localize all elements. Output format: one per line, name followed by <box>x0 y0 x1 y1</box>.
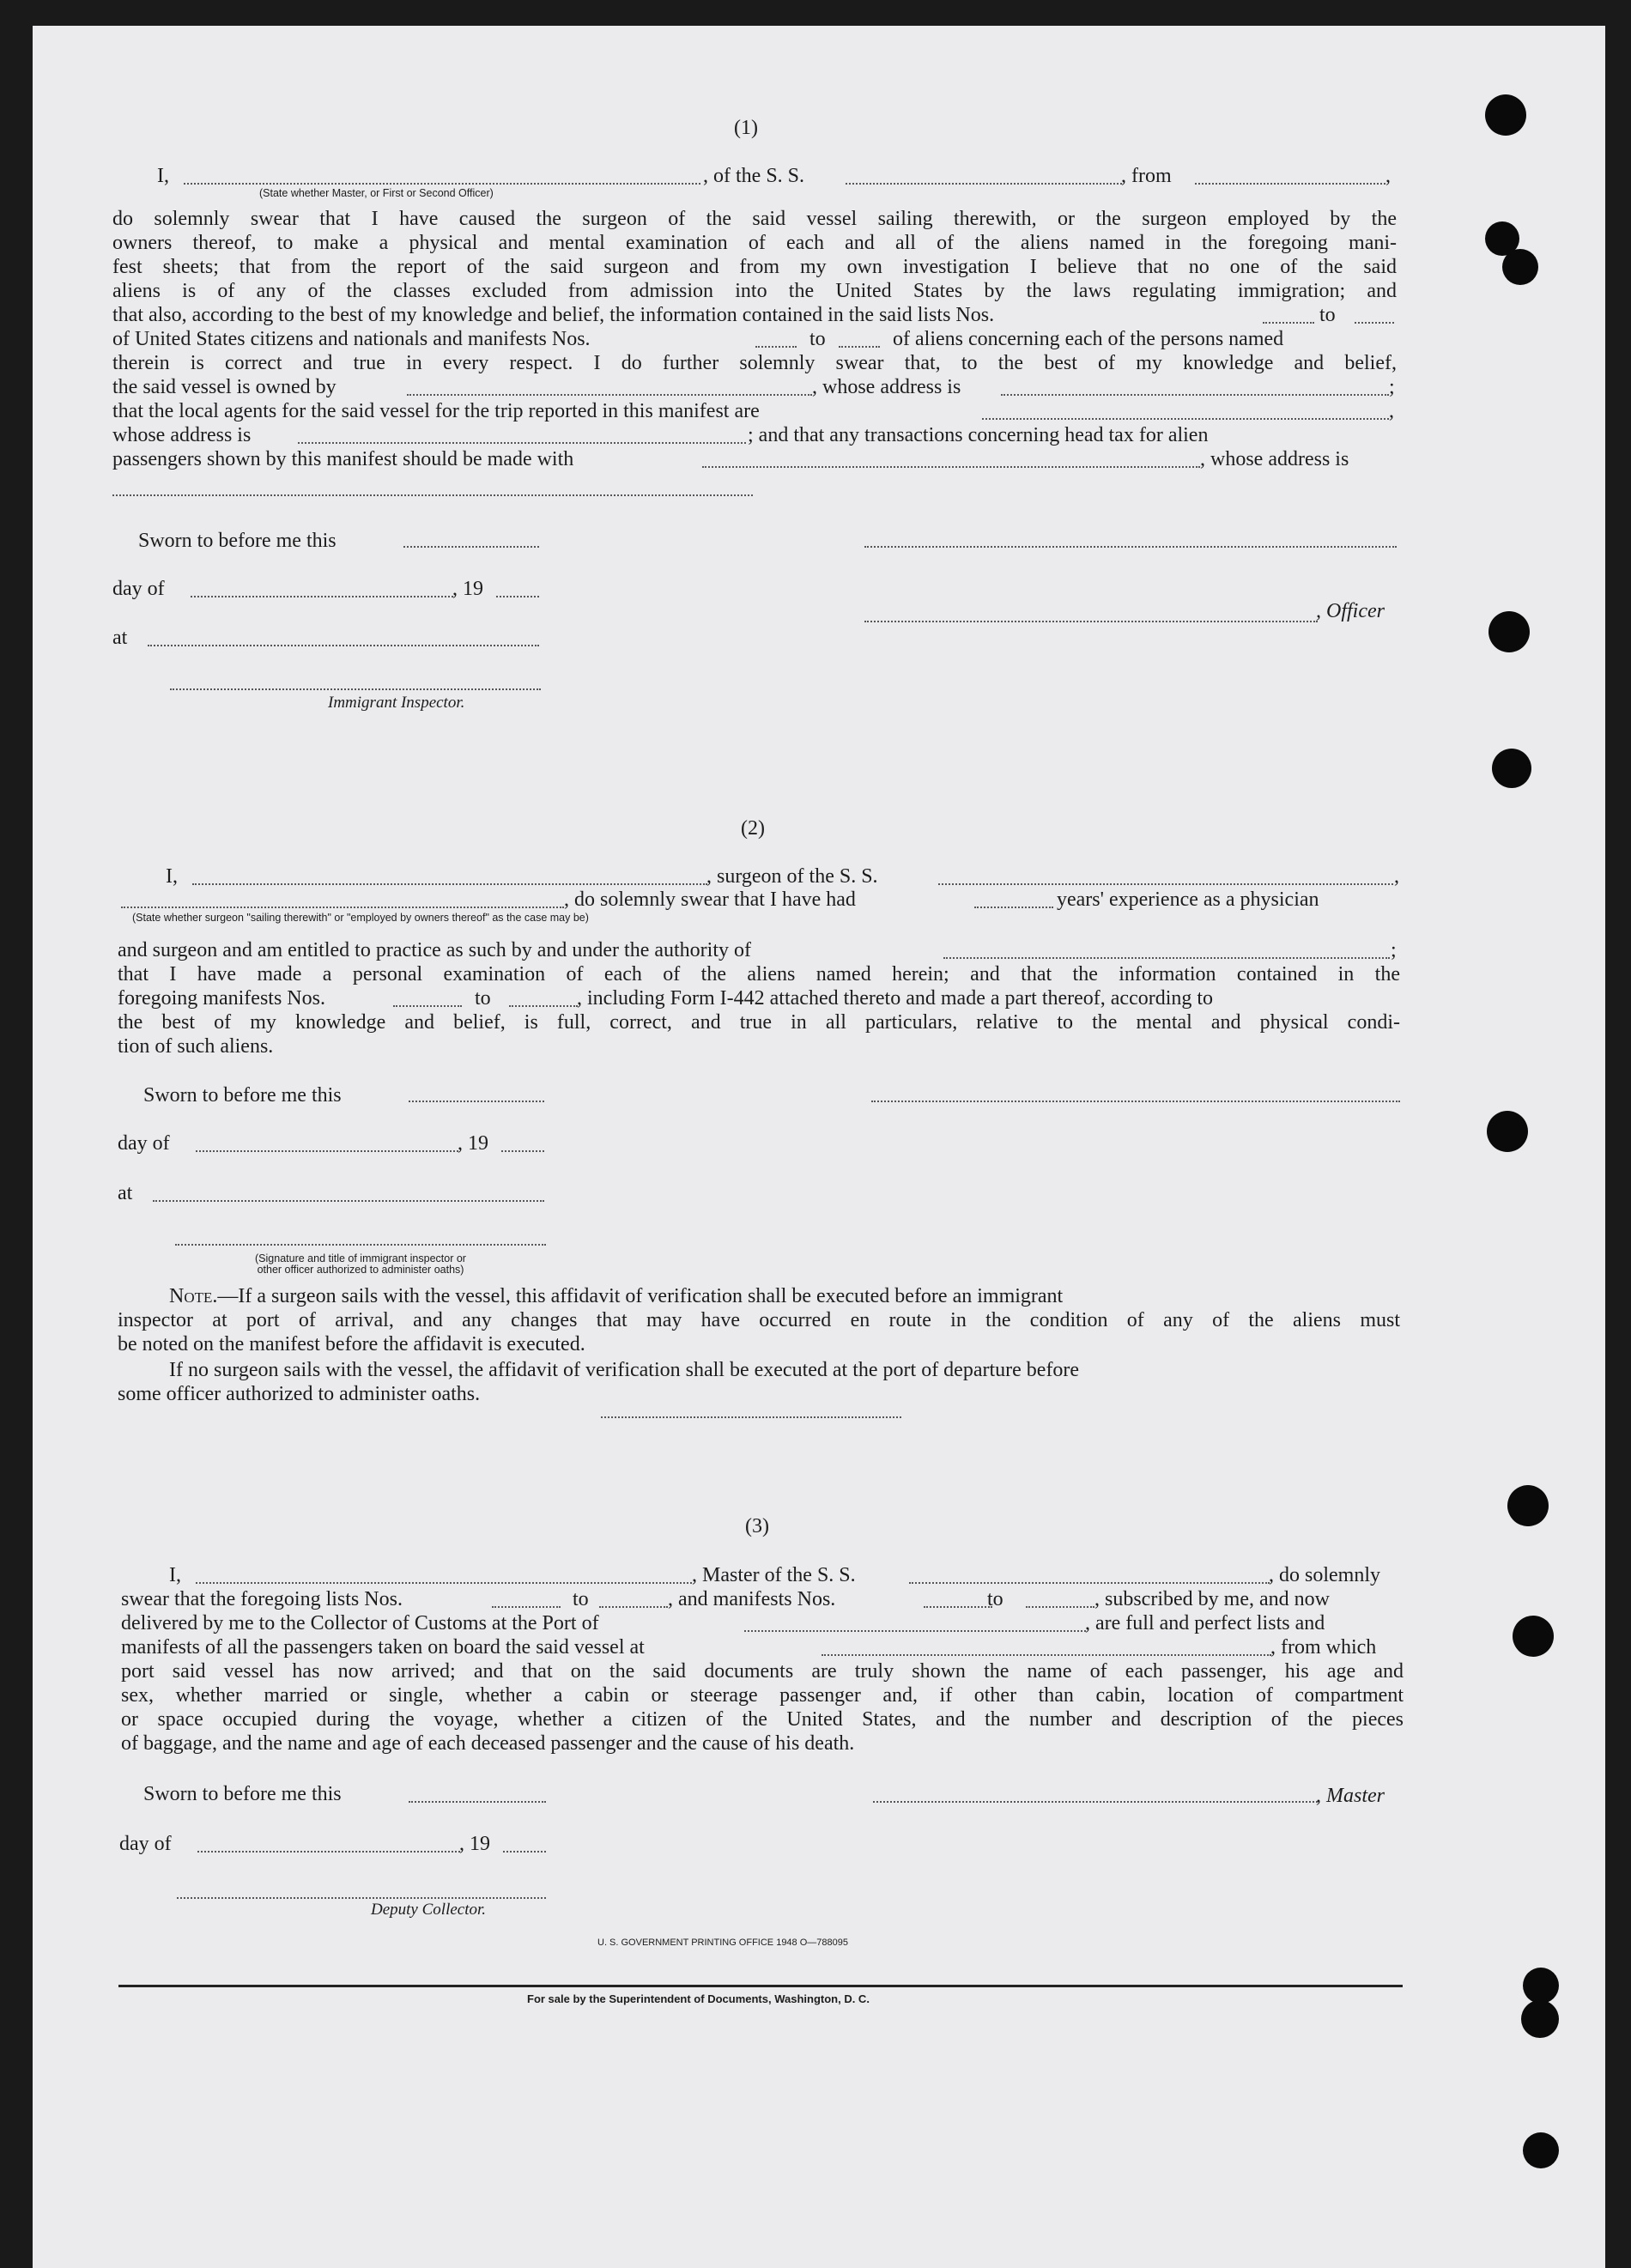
oath-line: ; and that any transactions concerning head tax for alien <box>748 424 1209 446</box>
deputy-signature-line[interactable] <box>177 1897 546 1899</box>
gpo-imprint: U. S. GOVERNMENT PRINTING OFFICE 1948 O—788095 <box>597 1938 848 1948</box>
surgeon-signature-line[interactable] <box>871 1101 1400 1102</box>
port-of-field[interactable] <box>744 1630 1086 1632</box>
sale-notice: For sale by the Superintendent of Documents, Washington, D. C. <box>527 1992 870 2005</box>
oath-i-label: I, <box>169 1564 181 1586</box>
binder-hole <box>1485 94 1526 136</box>
binder-hole <box>1492 749 1531 788</box>
oath-line: years' experience as a physician <box>1057 888 1319 911</box>
surgeon-of-ss-label: , surgeon of the S. S. <box>706 865 878 888</box>
oath-line: that also, according to the best of my knowledge and belief, the information contained in the said lists Nos. <box>112 304 995 326</box>
oath-line: whose address is <box>112 424 252 446</box>
surgeon-type-field[interactable] <box>121 907 564 908</box>
oath-line: passengers shown by this manifest should be made with <box>112 448 574 470</box>
surgeon-name-field[interactable] <box>192 883 707 885</box>
at-place-field[interactable] <box>148 645 539 646</box>
sworn-label: Sworn to before me this <box>138 530 337 552</box>
manifest-no-from-field[interactable] <box>393 1005 462 1007</box>
year-field[interactable] <box>501 1150 544 1152</box>
manifest-no-from-field[interactable] <box>924 1606 992 1608</box>
officer-name-field[interactable] <box>864 621 1318 622</box>
oath-line: , subscribed by me, and now <box>1094 1588 1330 1610</box>
oath-line: of aliens concerning each of the persons named <box>893 328 1284 350</box>
year-prefix: , 19 <box>459 1833 490 1855</box>
section-3-number: (3) <box>745 1515 769 1537</box>
day-of-field[interactable] <box>197 1851 460 1853</box>
local-agents-field[interactable] <box>982 418 1389 420</box>
oath-line: , and manifests Nos. <box>668 1588 836 1610</box>
embark-port-field[interactable] <box>822 1654 1271 1656</box>
sworn-date-field[interactable] <box>403 546 539 548</box>
list-no-from-field[interactable] <box>492 1606 561 1608</box>
officer-title-note: (State whether Master, or First or Second Officer) <box>259 187 494 199</box>
signature-note: other officer authorized to administer oaths) <box>257 1264 464 1276</box>
binder-hole <box>1489 611 1530 652</box>
to-label: to <box>1319 304 1336 326</box>
list-no-to-field[interactable] <box>599 1606 668 1608</box>
years-experience-field[interactable] <box>974 907 1053 908</box>
sworn-label: Sworn to before me this <box>143 1084 342 1107</box>
year-field[interactable] <box>496 596 539 597</box>
oath-line: owners thereof, to make a physical and mental examination of each and all of the aliens named in the foregoing mani- <box>112 232 1397 254</box>
binder-hole <box>1487 1111 1528 1152</box>
note-line <box>169 1284 1063 1308</box>
oath-line: delivered by me to the Collector of Customs at the Port of <box>121 1612 599 1634</box>
oath-line: tion of such aliens. <box>118 1035 274 1058</box>
note-line: some officer authorized to administer oaths. <box>118 1383 481 1405</box>
oath-line: , do solemnly swear that I have had <box>564 888 856 911</box>
master-of-ss-label: , Master of the S. S. <box>692 1564 856 1586</box>
oath-line: therein is correct and true in every respect. I do further solemnly swear that, to the best of my knowledge and belief, <box>112 352 1397 374</box>
head-tax-address-field[interactable] <box>112 494 753 496</box>
to-label: to <box>987 1588 1003 1610</box>
port-from-field[interactable] <box>1195 183 1385 185</box>
list-no-from-field[interactable] <box>1263 322 1314 324</box>
vessel-name-field[interactable] <box>938 883 1393 885</box>
at-label: at <box>112 627 128 649</box>
master-name-field[interactable] <box>196 1582 692 1584</box>
section-1-number: (1) <box>734 117 758 139</box>
of-ss-label: , of the S. S. <box>703 165 805 187</box>
to-label: to <box>809 328 826 350</box>
oath-i-label: I, <box>166 865 178 888</box>
day-of-field[interactable] <box>191 596 453 597</box>
sworn-date-field[interactable] <box>409 1801 546 1803</box>
semicolon: ; <box>1389 376 1395 398</box>
oath-line: aliens is of any of the classes excluded from admission into the United States by the laws regulating immigration; and <box>112 280 1397 302</box>
officer-label: , Officer <box>1316 600 1385 622</box>
master-label: , Master <box>1316 1785 1385 1807</box>
note-text: —If a surgeon sails with the vessel, this affidavit of verification shall be executed before an immigrant <box>217 1285 1064 1307</box>
oath-line: or space occupied during the voyage, whether a citizen of the United States, and the number and description of the pieces <box>121 1708 1404 1731</box>
signature-note: (Signature and title of immigrant inspector or <box>255 1252 466 1264</box>
manifest-no-from-field[interactable] <box>755 346 797 348</box>
vessel-owner-field[interactable] <box>407 394 812 396</box>
head-tax-contact-field[interactable] <box>702 466 1200 468</box>
oath-line: that the local agents for the said vessel for the trip reported in this manifest are <box>112 400 760 422</box>
oath-line: the best of my knowledge and belief, is full, correct, and true in all particulars, relative to the mental and physical condi- <box>118 1011 1400 1034</box>
separator-dots <box>601 1416 901 1418</box>
oath-line: , including Form I-442 attached thereto and made a part thereof, according to <box>577 987 1214 1010</box>
oath-line: manifests of all the passengers taken on board the said vessel at <box>121 1636 645 1659</box>
comma: , <box>1389 400 1394 422</box>
at-place-field[interactable] <box>153 1200 544 1202</box>
master-signature-line[interactable] <box>873 1801 1318 1803</box>
binder-hole <box>1521 2000 1559 2038</box>
binder-hole <box>1507 1485 1549 1526</box>
year-prefix: , 19 <box>458 1132 488 1155</box>
day-of-field[interactable] <box>196 1150 458 1152</box>
footer-rule <box>118 1985 1403 1987</box>
oath-line: foregoing manifests Nos. <box>118 987 325 1010</box>
inspector-signature-line[interactable] <box>170 688 541 690</box>
oath-line: , whose address is <box>812 376 961 398</box>
agents-address-field[interactable] <box>298 442 746 444</box>
binder-hole <box>1523 1968 1559 2004</box>
vessel-name-field[interactable] <box>846 183 1122 185</box>
note-line: If no surgeon sails with the vessel, the affidavit of verification shall be executed at the port of departure before <box>169 1359 1080 1381</box>
oath-line: , whose address is <box>1200 448 1349 470</box>
oath-line: sex, whether married or single, whether a cabin or steerage passenger and, if other than cabin, location of compartment <box>121 1684 1404 1707</box>
manifest-no-to-field[interactable] <box>509 1005 578 1007</box>
at-label: at <box>118 1182 133 1204</box>
oath-line: the said vessel is owned by <box>112 376 337 398</box>
day-of-label: day of <box>112 578 165 600</box>
sworn-label: Sworn to before me this <box>143 1783 342 1805</box>
oath-line: and surgeon and am entitled to practice as such by and under the authority of <box>118 939 751 961</box>
officer-title-field[interactable] <box>184 183 700 185</box>
oath-line: , from which <box>1270 1636 1377 1659</box>
oath-line: do solemnly swear that I have caused the surgeon of the said vessel sailing therewith, or the surgeon employed by the <box>112 208 1397 230</box>
oath-line: of United States citizens and nationals and manifests Nos. <box>112 328 591 350</box>
binder-hole <box>1523 2132 1559 2168</box>
comma: , <box>1385 165 1391 187</box>
year-prefix: , 19 <box>452 578 483 600</box>
manifest-no-to-field[interactable] <box>1026 1606 1094 1608</box>
surgeon-type-note: (State whether surgeon "sailing therewith" or "employed by owners thereof" as the case may be) <box>132 912 589 924</box>
day-of-label: day of <box>118 1132 170 1155</box>
to-label: to <box>573 1588 589 1610</box>
sworn-date-field[interactable] <box>409 1101 544 1102</box>
owner-address-field[interactable] <box>1001 394 1389 396</box>
manifest-no-to-field[interactable] <box>839 346 880 348</box>
deputy-label: Deputy Collector. <box>371 1901 487 1919</box>
note-line: be noted on the manifest before the affidavit is executed. <box>118 1333 585 1355</box>
vessel-name-field[interactable] <box>909 1582 1270 1584</box>
inspector-signature-line[interactable] <box>175 1244 546 1246</box>
to-label: to <box>475 987 491 1010</box>
from-label: , from <box>1121 165 1172 187</box>
binder-hole <box>1502 249 1538 285</box>
oath-line: port said vessel has now arrived; and that on the said documents are truly shown the name of each passenger, his age and <box>121 1660 1404 1683</box>
section-2-number: (2) <box>741 817 765 840</box>
semicolon: ; <box>1391 939 1397 961</box>
binder-hole <box>1513 1616 1554 1657</box>
year-field[interactable] <box>503 1851 546 1853</box>
list-no-to-field[interactable] <box>1355 322 1394 324</box>
oath-i-label: I, <box>157 165 169 187</box>
oath-line: that I have made a personal examination of each of the aliens named herein; and that the information contained in the <box>118 963 1400 985</box>
oath-line: , do solemnly <box>1269 1564 1380 1586</box>
comma: , <box>1394 865 1399 888</box>
oath-line: swear that the foregoing lists Nos. <box>121 1588 403 1610</box>
oath-line: of baggage, and the name and age of each deceased passenger and the cause of his death. <box>121 1732 855 1755</box>
note-line: inspector at port of arrival, and any changes that may have occurred en route in the condition of any of the aliens must <box>118 1309 1400 1331</box>
practice-authority-field[interactable] <box>943 957 1390 959</box>
officer-signature-line[interactable] <box>864 545 1397 548</box>
inspector-label: Immigrant Inspector. <box>328 694 465 712</box>
day-of-label: day of <box>119 1833 172 1855</box>
note-label: Note. <box>169 1285 218 1307</box>
oath-line: , are full and perfect lists and <box>1085 1612 1325 1634</box>
oath-line: fest sheets; that from the report of the said surgeon and from my own investigation I believe that no one of the said <box>112 256 1397 278</box>
